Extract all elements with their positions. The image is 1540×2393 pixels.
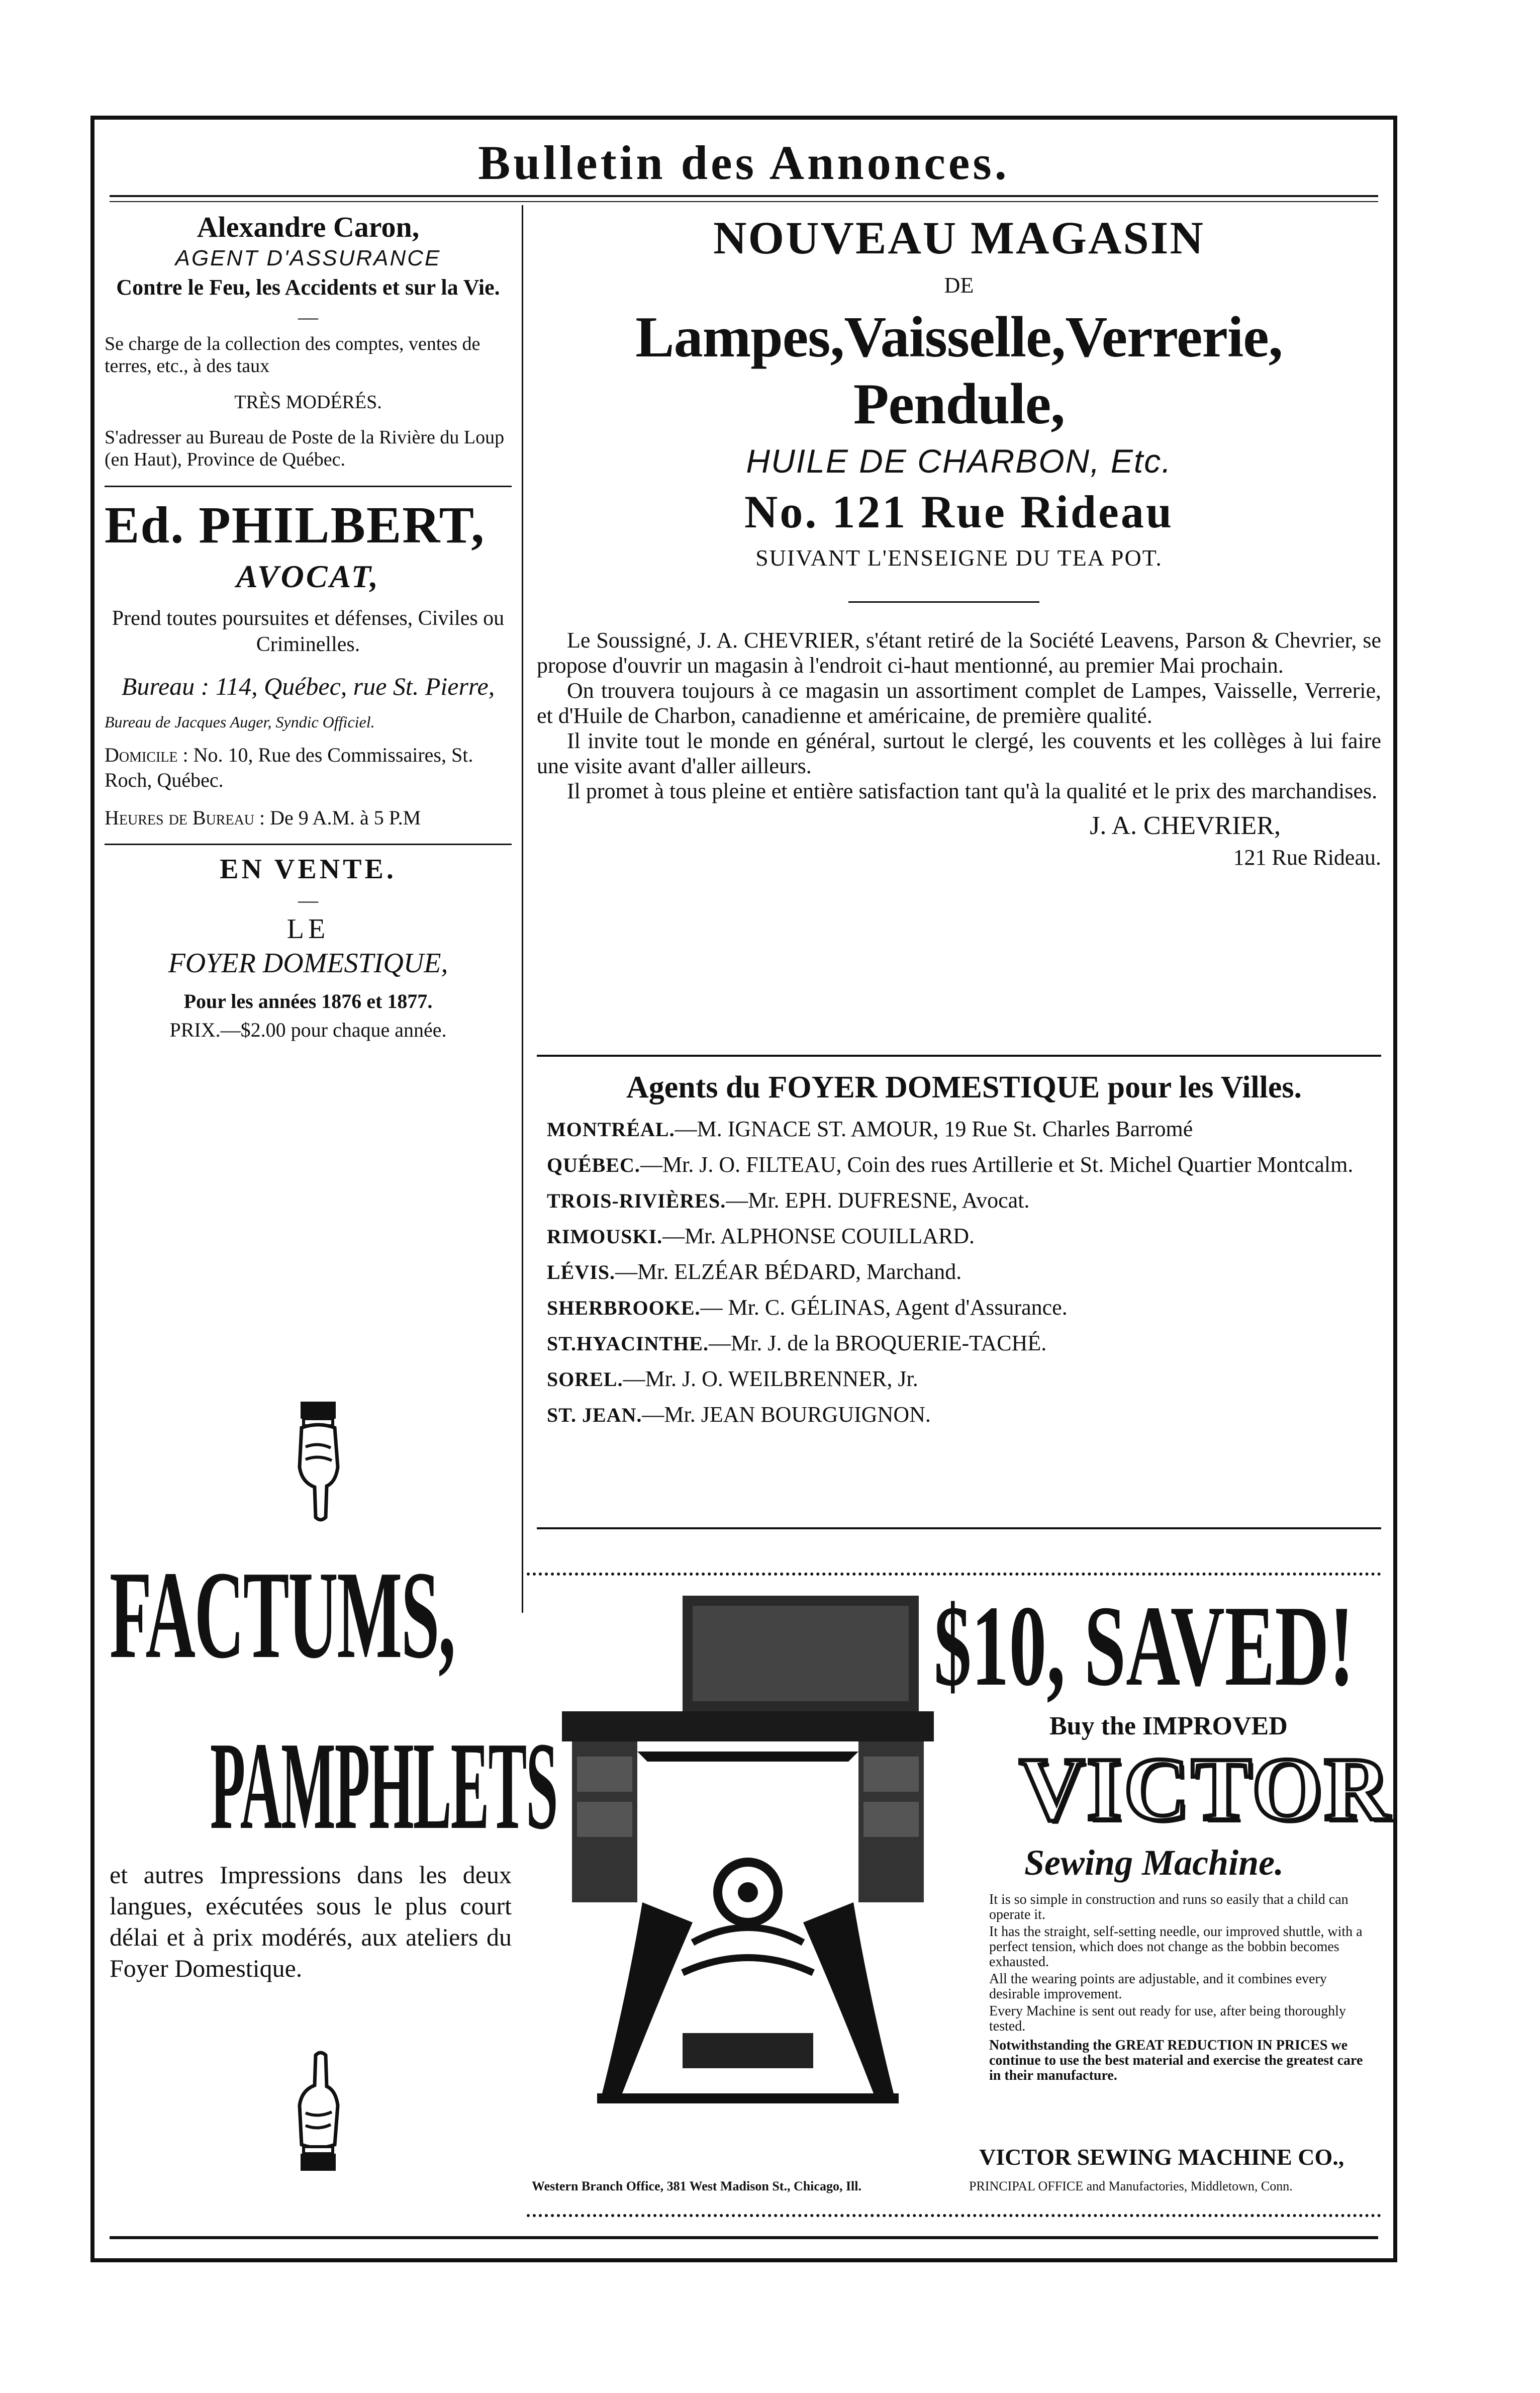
masthead-rule-thin bbox=[110, 201, 1378, 202]
philbert-hours bbox=[105, 806, 512, 830]
diamond-divider bbox=[848, 601, 1039, 603]
agent-city: MONTRÉAL. bbox=[547, 1118, 675, 1141]
agent-city: ST.HYACINTHE. bbox=[547, 1332, 709, 1355]
victor-ad bbox=[527, 1573, 1392, 2217]
agent-city: TROIS-RIVIÈRES. bbox=[547, 1189, 726, 1212]
vente-price: PRIX.—$2.00 pour chaque année. bbox=[169, 1019, 447, 1041]
magasin-heading: NOUVEAU MAGASIN bbox=[713, 212, 1205, 263]
magasin-para3: Il invite tout le monde en général, surtout le clergé, les couvents et les collèges à lui faire une visite avant d'aller ailleurs. bbox=[537, 728, 1381, 778]
agents-heading: Agents du FOYER DOMESTIQUE pour les Villes. bbox=[626, 1070, 1302, 1105]
philbert-domicile bbox=[105, 743, 512, 793]
agent-name: — Mr. C. GÉLINAS, Agent d'Assurance. bbox=[700, 1295, 1068, 1320]
column-divider bbox=[522, 205, 523, 1613]
magasin-sig-address: 121 Rue Rideau. bbox=[1233, 845, 1381, 870]
agent-row bbox=[547, 1259, 1381, 1285]
agent-name: —Mr. J. de la BROQUERIE-TACHÉ. bbox=[708, 1331, 1047, 1355]
magasin-goods: Lampes,Vaisselle,Verrerie, Pendule, bbox=[635, 305, 1283, 436]
pointing-hand-down-icon bbox=[291, 1402, 346, 1522]
agent-name: —Mr. ALPHONSE COUILLARD. bbox=[662, 1224, 975, 1248]
philbert-bureau-of: Bureau de Jacques Auger, Syndic Officiel. bbox=[105, 713, 375, 731]
vente-dash: — bbox=[298, 889, 318, 911]
caron-collection: Se charge de la collection des comptes, ventes de terres, etc., à des taux bbox=[105, 333, 480, 377]
sewing-machine-illustration bbox=[542, 1591, 954, 2139]
victor-bullet: It has the straight, self-setting needle, our improved shuttle, with a perfect tension, which does not change as the bobbin becomes exhausted. bbox=[989, 1924, 1363, 1970]
magasin-para4: Il promet à tous pleine et entière satisfaction tant qu'à la qualité et le prix des marchandises. bbox=[567, 779, 1378, 803]
left-column bbox=[105, 205, 512, 1042]
vente-le: LE bbox=[286, 913, 330, 945]
magasin-para2: On trouvera toujours à ce magasin un assortiment complet de Lampes, Vaisselle, Verrerie, et d'Huile de Charbon, canadienne et américaine, de première qualité. bbox=[537, 678, 1381, 728]
vente-title: FOYER DOMESTIQUE, bbox=[168, 948, 448, 979]
agent-name: —Mr. J. O. WEILBRENNER, Jr. bbox=[623, 1366, 918, 1391]
victor-bullet: Every Machine is sent out ready for use, after being thoroughly tested. bbox=[989, 2003, 1346, 2034]
philbert-role: AVOCAT, bbox=[236, 559, 380, 594]
agent-city: SHERBROOKE. bbox=[547, 1297, 701, 1319]
magasin-address: No. 121 Rue Rideau bbox=[744, 486, 1174, 537]
philbert-hours-value: De 9 A.M. à 5 P.M bbox=[270, 806, 421, 829]
victor-bullet: All the wearing points are adjustable, and it combines every desirable improvement. bbox=[989, 1971, 1327, 2002]
vente-years: Pour les années 1876 et 1877. bbox=[183, 990, 433, 1013]
factums-heading: FACTUMS, bbox=[110, 1545, 455, 1685]
agent-city: RIMOUSKI. bbox=[547, 1225, 663, 1248]
caron-rates: TRÈS MODÉRÉS. bbox=[234, 392, 382, 413]
agent-city: QUÉBEC. bbox=[547, 1154, 640, 1176]
vente-heading: EN VENTE. bbox=[220, 854, 397, 885]
victor-bullet: It is so simple in construction and runs so easily that a child can operate it. bbox=[989, 1892, 1349, 1922]
philbert-bureau bbox=[105, 671, 512, 702]
victor-machine: Sewing Machine. bbox=[1024, 1843, 1284, 1883]
caron-name: Alexandre Caron, bbox=[197, 211, 420, 243]
agent-city: SOREL. bbox=[547, 1368, 623, 1391]
victor-saved: $10, SAVED! bbox=[934, 1582, 1355, 1710]
pointing-hand-up-icon bbox=[291, 2050, 346, 2171]
agent-row bbox=[547, 1224, 1381, 1249]
agent-row bbox=[547, 1188, 1381, 1214]
magasin-huile: HUILE DE CHARBON, Etc. bbox=[746, 442, 1172, 480]
victor-company: VICTOR SEWING MACHINE CO., bbox=[979, 2144, 1344, 2170]
caron-address: S'adresser au Bureau de Poste de la Rivière du Loup (en Haut), Province de Québec. bbox=[105, 427, 505, 470]
agent-name: —Mr. JEAN BOURGUIGNON. bbox=[642, 1402, 931, 1427]
philbert-name: Ed. PHILBERT, bbox=[105, 496, 486, 554]
philbert-bureau-address: 114, Québec, rue St. Pierre, bbox=[215, 672, 495, 700]
victor-principal: PRINCIPAL OFFICE and Manufactories, Middletown, Conn. bbox=[969, 2179, 1293, 2193]
philbert-domicile-address: No. 10, Rue des Commissaires, St. Roch, Québec. bbox=[105, 744, 473, 791]
agent-city: ST. JEAN. bbox=[547, 1404, 642, 1426]
section-divider bbox=[537, 1527, 1381, 1529]
caron-dash: — bbox=[298, 306, 318, 328]
agent-row bbox=[547, 1152, 1381, 1178]
agent-name: —Mr. EPH. DUFRESNE, Avocat. bbox=[726, 1188, 1030, 1213]
agent-name: —Mr. J. O. FILTEAU, Coin des rues Artillerie et St. Michel Quartier Montcalm. bbox=[640, 1152, 1354, 1177]
magasin-signature: J. A. CHEVRIER, bbox=[1090, 811, 1281, 840]
right-column bbox=[537, 205, 1381, 870]
agent-row bbox=[547, 1331, 1381, 1356]
agent-row bbox=[547, 1295, 1381, 1321]
factums-body: et autres Impressions dans les deux langues, exécutées sous le plus court délai et à prix modérés, aux ateliers du Foyer Domestique. bbox=[110, 1861, 512, 1982]
magasin-para1: Le Soussigné, J. A. CHEVRIER, s'étant retiré de la Société Leavens, Parson & Chevrier, se propose d'ouvrir un magasin à l'endroit ci-haut mentionné, au premier Mai prochain. bbox=[537, 628, 1381, 678]
section-divider bbox=[105, 844, 512, 845]
victor-bullets bbox=[989, 1892, 1371, 2083]
victor-buy: Buy the IMPROVED bbox=[1049, 1712, 1288, 1740]
page-frame bbox=[90, 116, 1397, 2262]
section-divider bbox=[537, 1055, 1381, 1057]
caron-coverage: Contre le Feu, les Accidents et sur la Vie. bbox=[116, 275, 500, 300]
victor-notice: Notwithstanding the GREAT REDUCTION IN PRICES we continue to use the best material and exercise the greatest care in their manufacture. bbox=[989, 2038, 1363, 2083]
philbert-services: Prend toutes poursuites et défenses, Civiles ou Criminelles. bbox=[112, 607, 505, 656]
masthead-title: Bulletin des Annonces. bbox=[478, 136, 1010, 190]
agents-section bbox=[547, 1070, 1381, 1428]
agent-row bbox=[547, 1402, 1381, 1428]
masthead-rule bbox=[110, 195, 1378, 197]
agent-row bbox=[547, 1117, 1381, 1142]
section-divider bbox=[105, 486, 512, 487]
magasin-sign: SUIVANT L'ENSEIGNE DU TEA POT. bbox=[755, 545, 1163, 571]
agent-city: LÉVIS. bbox=[547, 1261, 616, 1283]
victor-western: Western Branch Office, 381 West Madison St., Chicago, Ill. bbox=[532, 2179, 862, 2193]
philbert-bureau-label: Bureau : bbox=[121, 672, 210, 700]
victor-brand: VICTOR bbox=[1019, 1739, 1392, 1839]
magasin-de: DE bbox=[944, 273, 974, 298]
caron-role: AGENT D'ASSURANCE bbox=[175, 246, 441, 270]
agent-name: —M. IGNACE ST. AMOUR, 19 Rue St. Charles Barromé bbox=[675, 1117, 1193, 1141]
pamphlets-heading: PAMPHLETS bbox=[210, 1716, 557, 1856]
agent-name: —Mr. ELZÉAR BÉDARD, Marchand. bbox=[615, 1259, 962, 1284]
bottom-rule bbox=[110, 2236, 1378, 2239]
agent-row bbox=[547, 1366, 1381, 1392]
philbert-domicile-label: Domicile : bbox=[105, 744, 188, 766]
philbert-hours-label: Heures de Bureau : bbox=[105, 806, 265, 829]
